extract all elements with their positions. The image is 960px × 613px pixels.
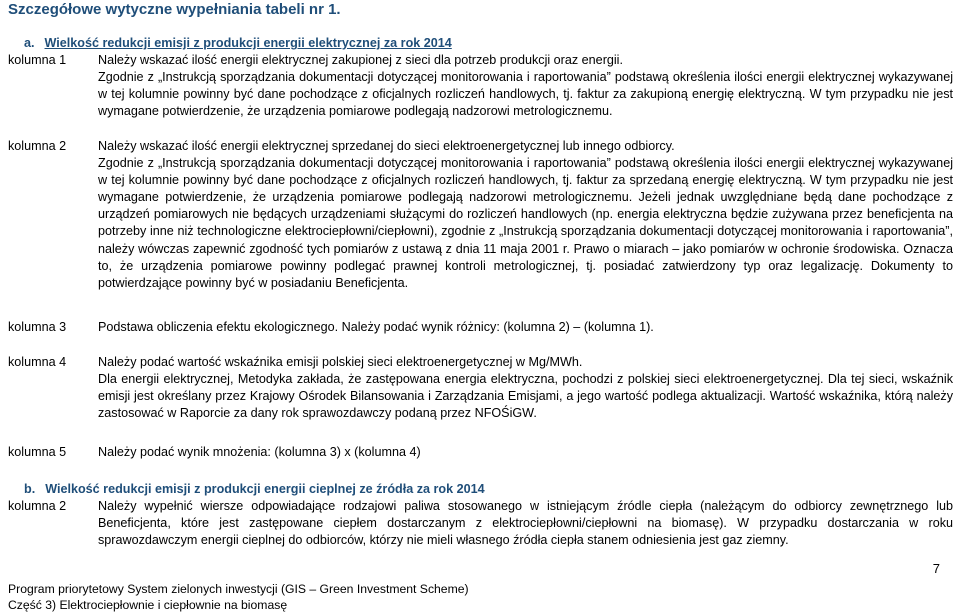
- page-footer: [8, 581, 469, 613]
- page-number: 7: [932, 561, 940, 576]
- paragraph: Zgodnie z „Instrukcją sporządzania dokumentacji dotyczącej monitorowania i raportowania” podstawą określenia ilości energii elektrycznej wykazywanej w tej kolumnie powinny być dane pochodzące z oficjalnych rozliczeń handlowych, tj. faktur za sprzedaną energię elektryczną. W tym przypadku nie jest wymagane potwierdzenie, że urządzenia pomiarowe podlegają nadzorowi metrologicznemu. Jeżeli jednak uwzględniane będą dane pochodzące z urządzeń pomiarowych nie będących urządzeniami służącymi do rozliczeń handlowych (np. energia elektryczna będzie zużywana przez beneficjenta na potrzeby inne niż technologiczne elektrociepłowni/ciepłowni), zgodnie z „Instrukcją sporządzania dokumentacji dotyczącej monitorowania i raportowania”, należy wówczas zapewnić zgodność tych pomiarów z ustawą z dnia 11 maja 2001 r. Prawo o miarach – jako pomiarów w ochronie środowiska. Oznacza to, że urządzenia pomiarowe powinny podlegać prawnej kontroli metrologicznej, tj. posiadać zatwierdzony typ oraz legalizację. Dokumenty to potwierdzające powinny być w posiadaniu Beneficjenta.: [98, 156, 953, 290]
- page-heading: Szczegółowe wytyczne wypełniania tabeli nr 1.: [8, 1, 341, 18]
- kolumna-2-row: [8, 138, 953, 292]
- section-b-title: [24, 481, 485, 498]
- row-label: kolumna 2: [8, 499, 67, 513]
- paragraph: Należy podać wynik mnożenia: (kolumna 3) x (kolumna 4): [98, 445, 421, 459]
- section-b-kolumna-2-row: [8, 498, 953, 549]
- section-b-letter: b.: [24, 482, 36, 496]
- paragraph: Należy wskazać ilość energii elektrycznej zakupionej z sieci dla potrzeb produkcji oraz energii.: [98, 53, 623, 67]
- paragraph: Należy wypełnić wiersze odpowiadające rodzajowi paliwa stosowanego w istniejącym źródle ciepła (należącym do odbiorcy zewnętrznego lub Beneficjenta, które jest zastępowane ciepłem dostarczanym z elektrociepłowni/ciepłowni na biomasę). W przypadku dostarczania w roku sprawozdawczym energii cieplnej do odbiorców, którzy nie mieli własnego źródła ciepła stanem odniesienia jest gaz ziemny.: [98, 499, 953, 548]
- row-label: kolumna 2: [8, 139, 67, 153]
- paragraph: Dla energii elektrycznej, Metodyka zakłada, że zastępowana energia elektryczna, pochodzi z polskiej sieci elektroenergetycznej. Dla tej sieci, wskaźnik emisji jest określany przez Krajowy Ośrodek Bilansowania i Zarządzania Emisjami, a jego wartość podlega aktualizacji. Wartość wskaźnika, którą należy zastosować w Raporcie za dany rok sprawozdawczy podaną przez NFOŚiGW.: [98, 372, 953, 421]
- paragraph: Należy podać wartość wskaźnika emisji polskiej sieci elektroenergetycznej w Mg/MWh.: [98, 355, 583, 369]
- kolumna-4-row: [8, 354, 953, 422]
- row-label: kolumna 1: [8, 53, 67, 67]
- row-label: kolumna 4: [8, 355, 67, 369]
- footer-line-1: Program priorytetowy System zielonych inwestycji (GIS – Green Investment Scheme): [8, 582, 469, 596]
- kolumna-3-row: [8, 319, 953, 336]
- row-body: [98, 138, 953, 292]
- row-body: [98, 498, 953, 549]
- section-b-heading: Wielkość redukcji emisji z produkcji energii cieplnej ze źródła za rok 2014: [45, 482, 485, 496]
- paragraph: Zgodnie z „Instrukcją sporządzania dokumentacji dotyczącej monitorowania i raportowania” podstawą określenia ilości energii elektrycznej wykazywanej w tej kolumnie powinny być dane pochodzące z oficjalnych rozliczeń handlowych, tj. faktur za zakupioną energię elektryczną. W tym przypadku nie jest wymagane potwierdzenie, że urządzenia pomiarowe podlegają nadzorowi metrologicznemu.: [98, 70, 953, 119]
- kolumna-1-row: [8, 52, 953, 120]
- paragraph: Należy wskazać ilość energii elektrycznej sprzedanej do sieci elektroenergetycznej lub innego odbiorcy.: [98, 139, 675, 153]
- row-label: kolumna 5: [8, 445, 67, 459]
- paragraph: Podstawa obliczenia efektu ekologicznego. Należy podać wynik różnicy: (kolumna 2) – (kolumna 1).: [98, 320, 654, 334]
- row-body: [98, 354, 953, 422]
- section-a-title: [24, 35, 452, 52]
- footer-line-2: Część 3) Elektrociepłownie i ciepłownie na biomasę: [8, 598, 288, 612]
- row-body: [98, 444, 953, 461]
- row-body: [98, 319, 953, 336]
- section-a-letter: a.: [24, 36, 35, 50]
- row-label: kolumna 3: [8, 320, 67, 334]
- row-body: [98, 52, 953, 120]
- section-a-heading: Wielkość redukcji emisji z produkcji energii elektrycznej za rok 2014: [44, 36, 452, 50]
- kolumna-5-row: [8, 444, 953, 461]
